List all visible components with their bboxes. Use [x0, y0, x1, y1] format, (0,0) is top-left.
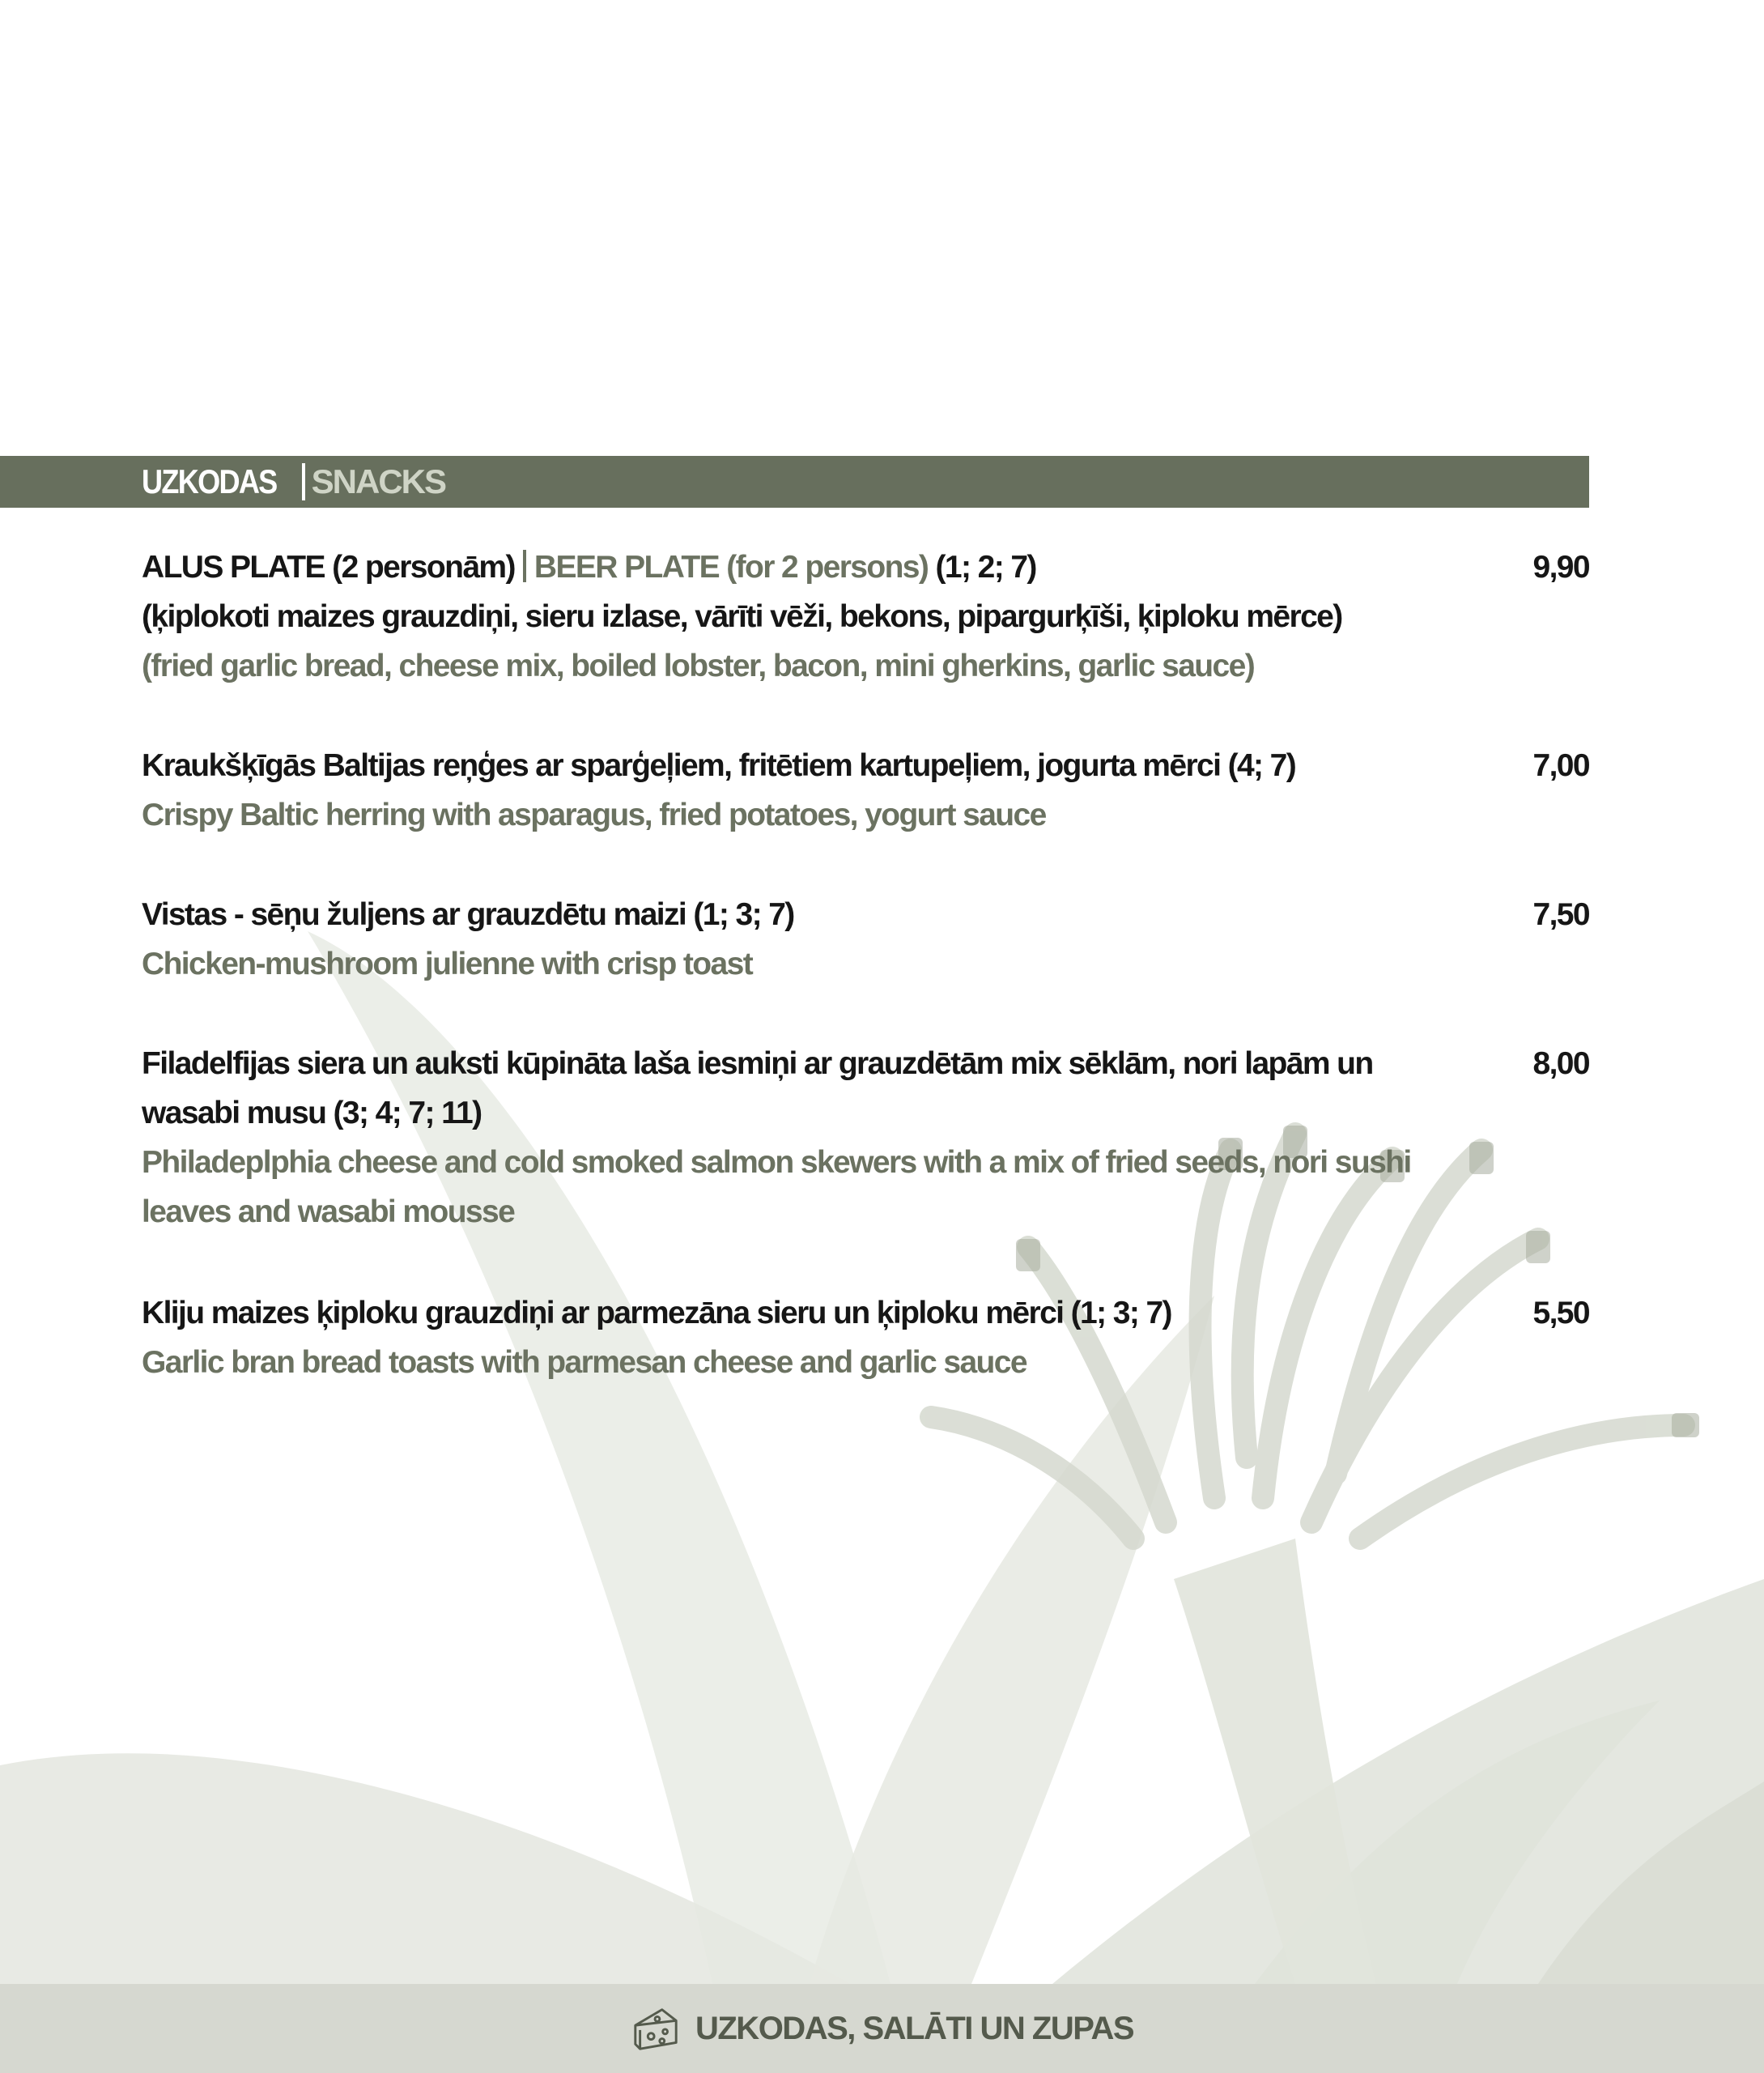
item-description-en: Chicken-mushroom julienne with crisp toast	[142, 947, 753, 981]
menu-item	[142, 543, 1589, 741]
item-description-lv: (ķiplokoti maizes grauzdiņi, sieru izlase, vārīti vēži, bekons, pipargurķīši, ķiploku mērce)	[142, 599, 1342, 634]
item-name-lv: ALUS PLATE (2 personām)	[142, 550, 515, 585]
item-description-en: Crispy Baltic herring with asparagus, fried potatoes, yogurt sauce	[142, 798, 1046, 832]
item-description-en: Garlic bran bread toasts with parmesan cheese and garlic sauce	[142, 1345, 1027, 1380]
item-name-lv: Vistas - sēņu žuljens ar grauzdētu maizi (1; 3; 7)	[142, 897, 794, 932]
item-price: 8,00	[1532, 1046, 1589, 1081]
menu-item	[142, 1039, 1589, 1288]
item-name-lv-line1: Filadelfijas siera un auksti kūpināta laša iesmiņi ar grauzdētām mix sēklām, nori lapām un	[142, 1046, 1373, 1081]
item-description-en-line2: leaves and wasabi mousse	[142, 1194, 515, 1229]
item-name-en: BEER PLATE (for 2 persons)	[533, 550, 929, 585]
section-header-bar	[0, 456, 1589, 508]
item-name-lv: Kraukšķīgās Baltijas reņģes ar sparģeļiem, fritētiem kartupeļiem, jogurta mērci (4; 7)	[142, 748, 1296, 783]
item-name-line	[142, 543, 1356, 592]
menu-items-list	[142, 543, 1589, 1394]
name-separator	[523, 550, 526, 582]
menu-item	[142, 890, 1589, 1039]
section-title-lv: UZKODAS	[142, 462, 277, 500]
menu-item	[142, 1288, 1589, 1394]
cheese-icon	[631, 2003, 681, 2054]
item-price: 7,50	[1532, 897, 1589, 932]
item-description-en-line1: Philadeplphia cheese and cold smoked salmon skewers with a mix of fried seeds, nori sushi	[142, 1145, 1411, 1180]
footer-label: UZKODAS, SALĀTI UN ZUPAS	[695, 2010, 1134, 2046]
item-name-lv: Kliju maizes ķiploku grauzdiņi ar parmezāna sieru un ķiploku mērci (1; 3; 7)	[142, 1296, 1171, 1330]
section-title	[142, 462, 445, 501]
item-description-en: (fried garlic bread, cheese mix, boiled lobster, bacon, mini gherkins, garlic sauce)	[142, 649, 1255, 683]
item-allergens: (1; 2; 7)	[935, 550, 1036, 585]
footer-category-bar	[0, 1984, 1764, 2073]
item-name-lv-line2: wasabi musu (3; 4; 7; 11)	[142, 1096, 482, 1130]
item-price: 7,00	[1532, 748, 1589, 783]
title-separator	[302, 463, 305, 500]
menu-item	[142, 741, 1589, 890]
item-price: 9,90	[1532, 550, 1589, 585]
item-price: 5,50	[1532, 1296, 1589, 1330]
section-title-en: SNACKS	[311, 462, 446, 500]
